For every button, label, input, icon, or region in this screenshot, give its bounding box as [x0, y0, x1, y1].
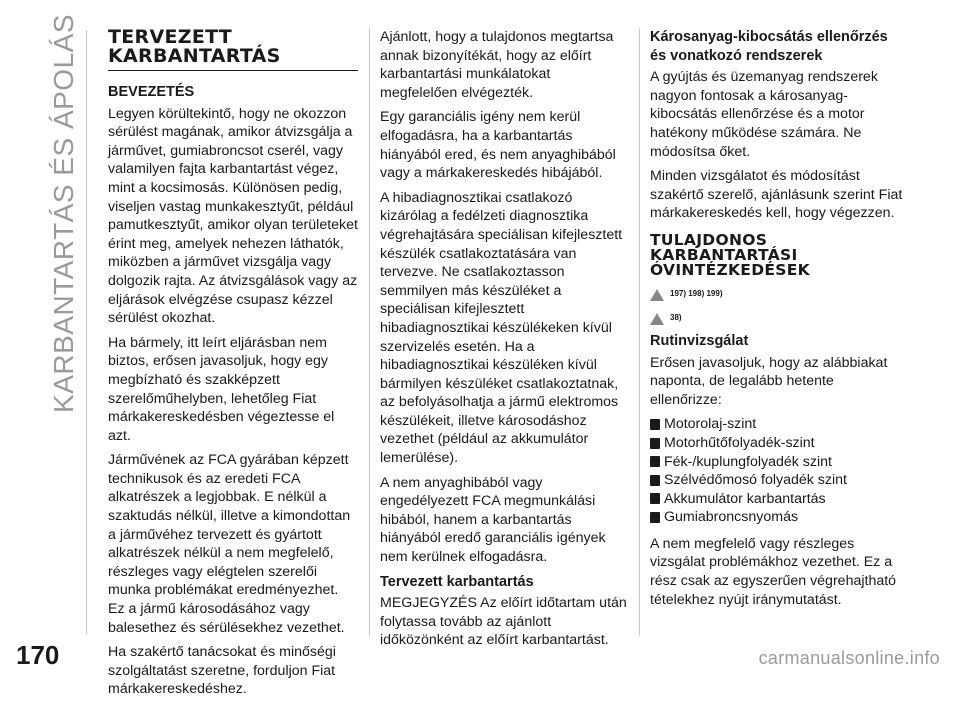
subheading-routine-check: Rutinvizsgálat	[650, 332, 749, 349]
list-item	[650, 453, 906, 472]
watermark: carmanualsonline.info	[758, 648, 940, 668]
list-item	[650, 415, 906, 434]
paragraph: A nem megfelelő vagy részleges vizsgálat problémákhoz vezethet. Ez a rész csak az egyszerűen végrehajtható tételekhez nyújt iránymutatást.	[650, 535, 897, 608]
column-divider	[369, 28, 370, 636]
checklist	[650, 415, 906, 527]
bullet-box-icon	[650, 456, 660, 467]
column-1	[108, 28, 358, 705]
paragraph: A hibadiagnosztikai csatlakozó kizárólag a fedélzeti diagnosztika végrehajtására speciálisan kifejlesztett készülék csatlakoztatására van tervezve. Ne csatlakoztasson semmilyen más készüléket a speciálisan kifejlesztett hibadiagnosztikai készülékeken kívül szervizelés esetén. Ha a hibadiagnosztikai készüléken kívül bármilyen készüléket csatlakoztatnak, az befolyásolhatja a jármű elektromos készülékeit, illetve károsodáshoz vezethet (például az akkumulátor lemerülése).	[380, 189, 623, 467]
warning-triangle-icon	[650, 289, 664, 301]
list-item-label: Motorolaj-szint	[664, 416, 757, 433]
main-heading: TERVEZETT KARBANTARTÁS	[108, 28, 358, 71]
section-title: BEVEZETÉS	[108, 84, 195, 100]
paragraph: Minden vizsgálatot és módosítást szakértő szerelő, ajánlásunk szerint Fiat márkakereskedés kell, hogy végezzen.	[650, 168, 903, 222]
paragraph: Ajánlott, hogy a tulajdonos megtartsa annak bizonyítékát, hogy az előírt karbantartási munkálatokat megfelelően elvégezték.	[380, 29, 614, 101]
warning-reference	[650, 284, 906, 304]
list-item-label: Gumiabroncsnyomás	[664, 509, 799, 526]
list-item-label: Motorhűtőfolyadék-szint	[664, 434, 815, 451]
column-3	[650, 28, 906, 615]
warning-reference-numbers: 197) 198) 199)	[670, 289, 723, 299]
list-item	[650, 508, 906, 527]
paragraph: A gyújtás és üzemanyag rendszerek nagyon fontosak a károsanyag-kibocsátás ellenőrzése és a motor hatékony működése számára. Ne módosítsa őket.	[650, 69, 878, 160]
paragraph: Egy garanciális igény nem kerül elfogadásra, ha a karbantartás hiányából ered, és nem anyaghibából vagy a márkakereskedés hibájából.	[380, 109, 616, 182]
caution-reference	[650, 308, 906, 328]
paragraph: Ha bármely, itt leírt eljárásban nem biztos, erősen javasoljuk, hogy egy megbízható és szakképzett szerelőműhelyben, lehetőleg Fiat márkakereskedésben végeztesse el azt.	[108, 334, 335, 444]
paragraph: Legyen körültekintő, hogy ne okozzon sérülést magának, amikor átvizsgálja a járművet, gumiabroncsot cserél, vagy valamilyen fajta karbantartást végez, mint a kocsimosás. Különösen pedig, viseljen vastag munkakesztyűt, például pamutkesztyűt, amikor olyan területeket érint meg, amelyek nehezen láthatók, miközben a járművet vizsgálja vagy dolgozik rajta. Az átvizsgálások vagy az eljárások elvégzése csupasz kézzel sérülést okozhat.	[108, 105, 358, 327]
column-divider	[639, 28, 640, 636]
paragraph: Ha szakértő tanácsokat és minőségi szolgáltatást szeretne, forduljon Fiat márkakereskedéshez.	[108, 644, 336, 698]
list-item-label: Szélvédőmosó folyadék szint	[664, 472, 847, 489]
caution-reference-numbers: 38)	[670, 313, 682, 323]
bullet-box-icon	[650, 438, 660, 449]
side-section-title: KARBANTARTÁS ÉS ÁPOLÁS	[48, 14, 79, 413]
paragraph: Erősen javasoljuk, hogy az alábbiakat naponta, de legalább hetente ellenőrizze:	[650, 354, 888, 408]
bullet-box-icon	[650, 475, 660, 486]
side-divider	[86, 30, 87, 635]
owner-maintenance-heading: TULAJDONOS KARBANTARTÁSI ÓVINTÉZKEDÉSEK	[650, 230, 810, 279]
column-2	[380, 28, 628, 656]
list-item	[650, 434, 906, 453]
paragraph: A nem anyaghibából vagy engedélyezett FCA megmunkálási hibából, hanem a karbantartás hiányából eredő garanciális igények nem kerülnek elfogadásra.	[380, 474, 606, 566]
bullet-box-icon	[650, 419, 660, 430]
subheading-emissions: Károsanyag-kibocsátás ellenőrzés és vonatkozó rendszerek	[650, 29, 888, 64]
list-item	[650, 471, 906, 490]
list-item-label: Akkumulátor karbantartás	[664, 490, 826, 507]
note-paragraph: MEGJEGYZÉS Az előírt időtartam után folytassa tovább az ajánlott időközönként az előírt karbantartást.	[380, 595, 627, 649]
paragraph: Járművének az FCA gyárában képzett technikusok és az eredeti FCA alkatrészek a legjobbak. E nélkül a szaktudás nélkül, illetve a kimondottan a járművéhez tervezett és gyártott alkatrészek nélkül a nem megfelelő, részleges vagy elégtelen szerelői munka problémákat eredményezhet. Ez a jármű károsodásához vagy balesethez és sérülésekhez vezethet.	[108, 452, 351, 636]
subheading-scheduled-maintenance: Tervezett karbantartás	[380, 573, 534, 590]
caution-triangle-icon	[650, 313, 664, 325]
list-item	[650, 490, 906, 509]
list-item-label: Fék-/kuplungfolyadék szint	[664, 453, 832, 470]
page-number: 170	[16, 640, 60, 670]
bullet-box-icon	[650, 512, 660, 523]
bullet-box-icon	[650, 493, 660, 504]
